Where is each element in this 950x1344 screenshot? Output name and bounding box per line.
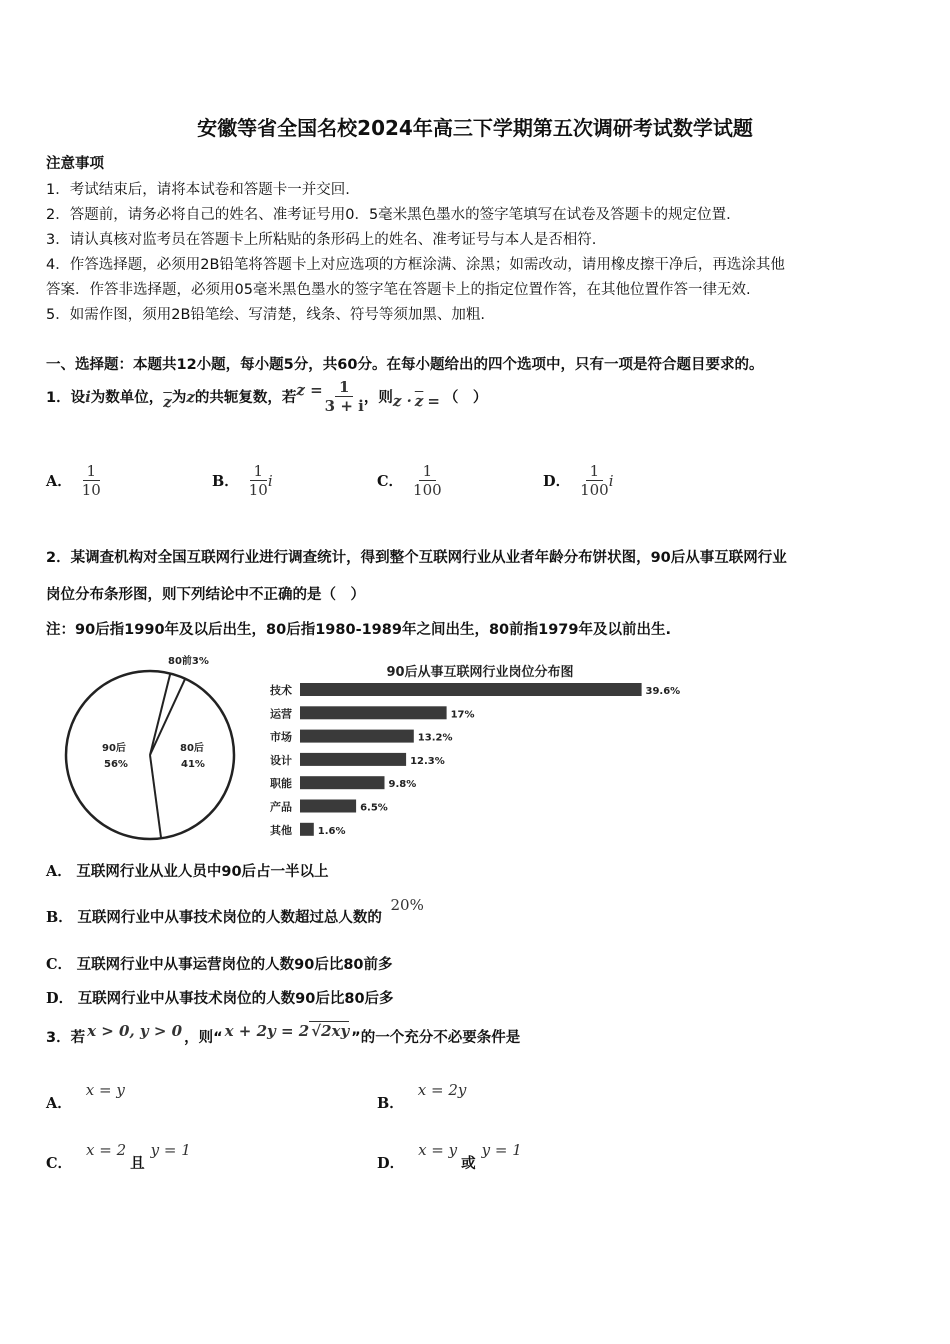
- fraction-num: 1: [250, 462, 268, 481]
- option-label: C．: [377, 473, 404, 490]
- bar-category-label: 运营: [270, 707, 292, 721]
- bar: [300, 683, 642, 696]
- option-text: 互联网行业中从事技术岗位的人数超过总人数的: [77, 910, 382, 926]
- option-math: x = 2y: [417, 1081, 467, 1099]
- pie-chart: [66, 654, 234, 839]
- fraction-den: 100: [413, 481, 442, 499]
- q1-text: 为: [171, 390, 187, 406]
- q3-option-b: [377, 1078, 467, 1112]
- option-suffix: i: [608, 471, 614, 490]
- notice-item: 4．作答选择题，必须用2B铅笔将答题卡上对应选项的方框涂满、涂黑；如需改动，请用橡皮擦干净后，再选涂其他: [46, 257, 785, 273]
- q3-equation: x + 2y = 2: [224, 1022, 310, 1040]
- q3-condition: x > 0, y > 0: [87, 1022, 183, 1040]
- q1-z: z: [186, 387, 195, 406]
- option-text: 互联网行业中从事运营岗位的人数90后比80前多: [76, 957, 393, 973]
- fraction-num: 1: [83, 462, 101, 481]
- q1-expr-zbar: $\overline{z}$: [414, 391, 424, 410]
- option-label: D．: [46, 990, 74, 1007]
- page-title: 安徽等省全国名校2024年高三下学期第五次调研考试数学试题: [197, 116, 753, 140]
- section-heading: 一、选择题：本题共12小题，每小题5分，共60分。在每小题给出的四个选项中，只有一项是符合题目要求的。: [46, 357, 764, 373]
- question-3: [46, 1022, 521, 1048]
- bar-chart: [269, 664, 680, 837]
- bar-category-label: 设计: [270, 753, 292, 767]
- bar-value-label: 17%: [450, 709, 475, 721]
- option-label: B．: [212, 473, 239, 490]
- bar: [300, 800, 356, 813]
- bar-value-label: 9.8%: [388, 779, 417, 791]
- option-label: B．: [377, 1095, 404, 1112]
- option-math: x = 2: [86, 1141, 127, 1159]
- notice-item: 5．如需作图，须用2B铅笔绘、写清楚，线条、符号等须加黑、加粗.: [46, 307, 486, 323]
- q1-option-c: [377, 462, 442, 499]
- fraction-num: 1: [419, 462, 437, 481]
- q3-option-a: [46, 1078, 125, 1112]
- bar: [300, 706, 447, 719]
- pie-slice-label: 90后: [102, 743, 126, 754]
- pie-slice-value: 56%: [104, 759, 128, 770]
- q2-line-2: 岗位分布条形图，则下列结论中不正确的是（ ）: [46, 587, 365, 603]
- option-conjunction: 且: [130, 1156, 145, 1172]
- fraction-num: 1: [586, 462, 604, 481]
- bar-chart-title: 90后从事互联网行业岗位分布图: [386, 665, 574, 680]
- bar-value-label: 12.3%: [410, 755, 445, 767]
- pie-outside-label: 80前3%: [168, 656, 209, 667]
- q1-text: 的共轭复数，若: [194, 390, 297, 406]
- option-text: 互联网行业中从事技术岗位的人数90后比80后多: [77, 991, 394, 1007]
- bar-value-label: 39.6%: [645, 686, 681, 697]
- q1-zbar: $\overline{z}$: [163, 392, 172, 411]
- option-conjunction: 或: [461, 1156, 476, 1172]
- option-fraction: [580, 462, 609, 499]
- pie-slice-label: 80后: [180, 743, 204, 754]
- q1-fraction-den: 3 + i: [324, 397, 364, 415]
- q2-option-d: [46, 987, 394, 1008]
- q1-i: i: [85, 387, 91, 406]
- q3-text: 3．若: [46, 1030, 86, 1046]
- bar-value-label: 13.2%: [417, 732, 453, 744]
- option-label: B．: [46, 909, 73, 926]
- option-suffix: i: [267, 471, 273, 490]
- q3-sqrt-content: 2xy: [321, 1022, 350, 1040]
- q1-option-a: [46, 462, 101, 499]
- bar: [300, 823, 314, 836]
- option-math: x = y: [85, 1081, 125, 1099]
- bar-value-label: 1.6%: [317, 825, 346, 837]
- option-fraction: [249, 462, 268, 499]
- q2-option-c: [46, 953, 393, 974]
- option-fraction: [82, 462, 101, 499]
- bar-category-label: 产品: [270, 800, 292, 814]
- option-math: x = y: [418, 1141, 458, 1159]
- q1-lhs: z =: [296, 380, 323, 399]
- bar-value-label: 6.5%: [360, 802, 388, 814]
- bar: [300, 776, 385, 789]
- q1-eq: =: [427, 391, 440, 410]
- notice-item: 1．考试结束后，请将本试卷和答题卡一并交回.: [46, 182, 350, 198]
- fraction-den: 10: [81, 481, 101, 499]
- pie-divider: [150, 674, 170, 756]
- option-label: A．: [46, 1095, 72, 1112]
- notice-item: 3．请认真核对监考员在答题卡上所粘贴的条形码上的姓名、准考证号与本人是否相符.: [46, 232, 597, 248]
- q3-text: ”的一个充分不必要条件是: [351, 1030, 521, 1046]
- q1-option-b: [212, 462, 273, 499]
- q1-text: ，则: [363, 390, 393, 406]
- option-fraction: [413, 462, 442, 499]
- q3-sqrt: [309, 1021, 349, 1040]
- q3-text: ，则“: [184, 1030, 223, 1046]
- option-label: C．: [46, 956, 73, 973]
- q2-option-a: [46, 860, 329, 881]
- sqrt-sign: √: [311, 1022, 322, 1040]
- bar-category-label: 技术: [270, 684, 292, 697]
- option-label: D．: [543, 473, 571, 490]
- q1-text: 1．设: [46, 390, 86, 406]
- q1-fraction-num: 1: [335, 378, 353, 397]
- bar: [300, 730, 414, 743]
- option-math: y = 1: [150, 1141, 191, 1159]
- option-label: D．: [377, 1155, 405, 1172]
- pie-slice-value: 41%: [181, 759, 205, 770]
- notice-item: 2．答题前，请务必将自己的姓名、准考证号用0．5毫米黑色墨水的签字笔填写在试卷及答题卡的规定位置.: [46, 207, 731, 223]
- q2-option-b: [46, 896, 424, 927]
- pie-divider: [150, 755, 161, 838]
- q1-blank: （ ）: [443, 390, 488, 406]
- option-label: C．: [46, 1155, 73, 1172]
- option-math: y = 1: [481, 1141, 522, 1159]
- q3-option-c: [46, 1138, 191, 1172]
- q1-option-d: [543, 462, 614, 499]
- q2-line-1: 2．某调查机构对全国互联网行业进行调查统计，得到整个互联网行业从业者年龄分布饼状图，90后从事互联网行业: [46, 550, 787, 566]
- fraction-den: 10: [248, 481, 268, 499]
- q1-fraction: [325, 378, 364, 415]
- bar-category-label: 其他: [270, 823, 292, 837]
- option-math: 20%: [390, 896, 424, 914]
- bar-category-label: 市场: [270, 730, 292, 744]
- notice-heading: 注意事项: [46, 156, 104, 172]
- q3-option-d: [377, 1138, 522, 1172]
- q1-expr: z ·: [392, 391, 412, 410]
- notice-item: 答案．作答非选择题，必须用05毫米黑色墨水的签字笔在答题卡上的指定位置作答，在其他位置作答一律无效.: [46, 282, 751, 298]
- option-label: A．: [46, 863, 72, 880]
- bar: [300, 753, 406, 766]
- option-label: A．: [46, 473, 72, 490]
- q2-note: 注：90后指1990年及以后出生，80后指1980-1989年之间出生，80前指1979年及以前出生.: [46, 622, 671, 638]
- bar-category-label: 职能: [270, 777, 292, 791]
- option-text: 互联网行业从业人员中90后占一半以上: [76, 864, 329, 880]
- question-1: [46, 378, 487, 415]
- q1-text: 为数单位，: [90, 390, 164, 406]
- fraction-den: 100: [580, 481, 609, 499]
- q2-figure: [60, 650, 700, 845]
